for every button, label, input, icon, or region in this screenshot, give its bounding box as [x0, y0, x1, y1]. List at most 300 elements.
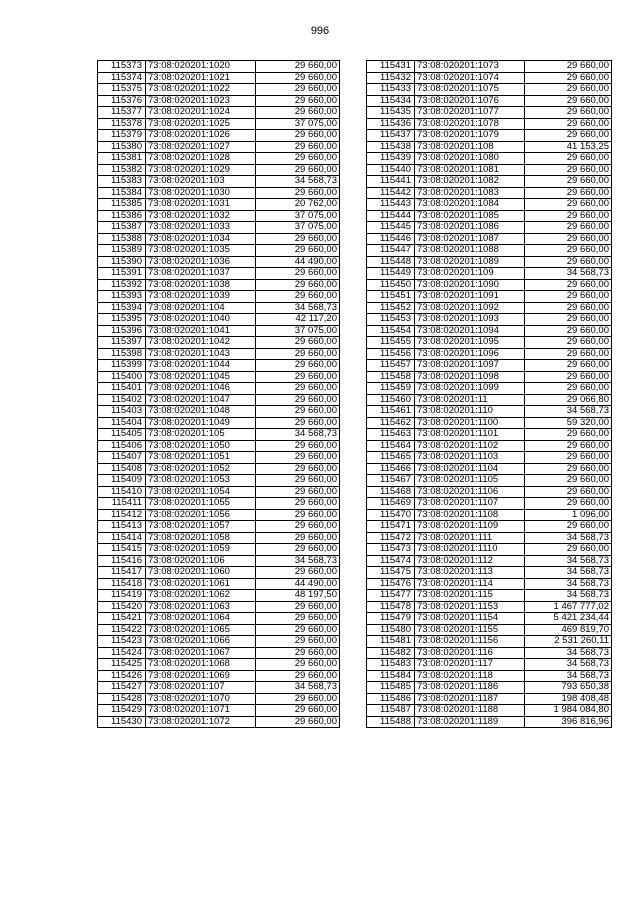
- row-number: 115485: [367, 682, 415, 694]
- cadastral-value: 29 660,00: [256, 613, 340, 625]
- cadastral-value: 34 568,73: [525, 532, 612, 544]
- cadastral-value: 34 568,73: [256, 302, 340, 314]
- cadastral-number: 73:08:020201:1096: [415, 348, 525, 360]
- cadastral-number: 73:08:020201:1101: [415, 429, 525, 441]
- row-number: 115464: [367, 440, 415, 452]
- table-row: [367, 314, 612, 326]
- cadastral-value: 29 660,00: [525, 222, 612, 234]
- cadastral-number: 73:08:020201:1042: [146, 337, 256, 349]
- table-row: [367, 72, 612, 84]
- row-number: 115454: [367, 325, 415, 337]
- table-row: [367, 440, 612, 452]
- cadastral-value: 59 320,00: [525, 417, 612, 429]
- cadastral-number: 73:08:020201:1062: [146, 590, 256, 602]
- cadastral-number: 73:08:020201:1106: [415, 486, 525, 498]
- cadastral-number: 73:08:020201:1188: [415, 705, 525, 717]
- row-number: 115415: [98, 544, 146, 556]
- table-row: [98, 452, 340, 464]
- row-number: 115459: [367, 383, 415, 395]
- cadastral-value: 29 660,00: [525, 498, 612, 510]
- cadastral-value: 29 660,00: [256, 291, 340, 303]
- cadastral-number: 73:08:020201:1049: [146, 417, 256, 429]
- cadastral-value: 34 568,73: [525, 567, 612, 579]
- table-row: [367, 164, 612, 176]
- cadastral-number: 73:08:020201:1040: [146, 314, 256, 326]
- cadastral-number: 73:08:020201:113: [415, 567, 525, 579]
- cadastral-number: 73:08:020201:1046: [146, 383, 256, 395]
- cadastral-value: 29 660,00: [525, 164, 612, 176]
- cadastral-number: 73:08:020201:1021: [146, 72, 256, 84]
- cadastral-number: 73:08:020201:1074: [415, 72, 525, 84]
- row-number: 115488: [367, 716, 415, 728]
- table-row: [367, 463, 612, 475]
- table-row: [367, 624, 612, 636]
- table-row: [98, 107, 340, 119]
- cadastral-number: 73:08:020201:1065: [146, 624, 256, 636]
- cadastral-number: 73:08:020201:1072: [146, 716, 256, 728]
- cadastral-value: 34 568,73: [525, 578, 612, 590]
- cadastral-number: 73:08:020201:1057: [146, 521, 256, 533]
- cadastral-value: 29 660,00: [525, 302, 612, 314]
- row-number: 115446: [367, 233, 415, 245]
- cadastral-value: 29 660,00: [256, 567, 340, 579]
- table-row: [367, 233, 612, 245]
- cadastral-number: 73:08:020201:1078: [415, 118, 525, 130]
- cadastral-value: 29 660,00: [256, 532, 340, 544]
- cadastral-number: 73:08:020201:1066: [146, 636, 256, 648]
- cadastral-value: 29 660,00: [256, 509, 340, 521]
- row-number: 115445: [367, 222, 415, 234]
- cadastral-number: 73:08:020201:1068: [146, 659, 256, 671]
- table-row: [98, 383, 340, 395]
- table-row: [98, 417, 340, 429]
- row-number: 115402: [98, 394, 146, 406]
- cadastral-number: 73:08:020201:1077: [415, 107, 525, 119]
- cadastral-value: 29 660,00: [525, 72, 612, 84]
- row-number: 115471: [367, 521, 415, 533]
- row-number: 115393: [98, 291, 146, 303]
- row-number: 115399: [98, 360, 146, 372]
- row-number: 115458: [367, 371, 415, 383]
- row-number: 115478: [367, 601, 415, 613]
- cadastral-value: 34 568,73: [525, 268, 612, 280]
- table-row: [367, 118, 612, 130]
- row-number: 115468: [367, 486, 415, 498]
- cadastral-number: 73:08:020201:1031: [146, 199, 256, 211]
- cadastral-value: 29 660,00: [525, 118, 612, 130]
- row-number: 115475: [367, 567, 415, 579]
- table-row: [98, 222, 340, 234]
- cadastral-number: 73:08:020201:1089: [415, 256, 525, 268]
- cadastral-value: 29 660,00: [525, 348, 612, 360]
- cadastral-number: 73:08:020201:1063: [146, 601, 256, 613]
- table-row: [98, 544, 340, 556]
- row-number: 115432: [367, 72, 415, 84]
- row-number: 115389: [98, 245, 146, 257]
- table-row: [367, 95, 612, 107]
- cadastral-number: 73:08:020201:1108: [415, 509, 525, 521]
- cadastral-value: 469 819,70: [525, 624, 612, 636]
- table-row: [367, 383, 612, 395]
- row-number: 115426: [98, 670, 146, 682]
- table-row: [367, 417, 612, 429]
- cadastral-number: 73:08:020201:1109: [415, 521, 525, 533]
- row-number: 115420: [98, 601, 146, 613]
- cadastral-value: 29 660,00: [256, 95, 340, 107]
- table-row: [367, 567, 612, 579]
- row-number: 115486: [367, 693, 415, 705]
- table-row: [367, 601, 612, 613]
- row-number: 115465: [367, 452, 415, 464]
- row-number: 115386: [98, 210, 146, 222]
- table-row: [367, 659, 612, 671]
- register-table-left: [97, 60, 340, 728]
- row-number: 115411: [98, 498, 146, 510]
- row-number: 115470: [367, 509, 415, 521]
- table-row: [98, 394, 340, 406]
- cadastral-number: 73:08:020201:1041: [146, 325, 256, 337]
- table-row: [367, 107, 612, 119]
- table-row: [98, 95, 340, 107]
- cadastral-number: 73:08:020201:1032: [146, 210, 256, 222]
- row-number: 115480: [367, 624, 415, 636]
- cadastral-number: 73:08:020201:1025: [146, 118, 256, 130]
- row-number: 115441: [367, 176, 415, 188]
- row-number: 115462: [367, 417, 415, 429]
- table-row: [367, 337, 612, 349]
- cadastral-value: 37 075,00: [256, 118, 340, 130]
- table-row: [98, 245, 340, 257]
- cadastral-value: 29 660,00: [525, 210, 612, 222]
- table-row: [367, 670, 612, 682]
- cadastral-value: 37 075,00: [256, 325, 340, 337]
- row-number: 115476: [367, 578, 415, 590]
- row-number: 115460: [367, 394, 415, 406]
- table-row: [98, 348, 340, 360]
- table-row: [98, 509, 340, 521]
- cadastral-value: 29 660,00: [256, 693, 340, 705]
- row-number: 115479: [367, 613, 415, 625]
- table-row: [98, 705, 340, 717]
- table-row: [367, 176, 612, 188]
- cadastral-number: 73:08:020201:1088: [415, 245, 525, 257]
- cadastral-value: 37 075,00: [256, 210, 340, 222]
- table-row: [98, 199, 340, 211]
- table-row: [367, 61, 612, 73]
- cadastral-number: 73:08:020201:1086: [415, 222, 525, 234]
- table-row: [98, 371, 340, 383]
- cadastral-value: 29 660,00: [525, 544, 612, 556]
- cadastral-value: 41 153,25: [525, 141, 612, 153]
- row-number: 115444: [367, 210, 415, 222]
- cadastral-value: 5 421 234,44: [525, 613, 612, 625]
- cadastral-value: 29 660,00: [525, 245, 612, 257]
- table-row: [367, 693, 612, 705]
- cadastral-number: 73:08:020201:105: [146, 429, 256, 441]
- row-number: 115443: [367, 199, 415, 211]
- table-row: [98, 360, 340, 372]
- cadastral-value: 29 660,00: [525, 337, 612, 349]
- cadastral-value: 29 660,00: [525, 440, 612, 452]
- cadastral-value: 29 660,00: [525, 463, 612, 475]
- table-row: [367, 452, 612, 464]
- cadastral-value: 29 660,00: [256, 268, 340, 280]
- cadastral-number: 73:08:020201:1107: [415, 498, 525, 510]
- cadastral-value: 29 660,00: [525, 360, 612, 372]
- row-number: 115422: [98, 624, 146, 636]
- cadastral-number: 73:08:020201:1071: [146, 705, 256, 717]
- cadastral-number: 73:08:020201:1105: [415, 475, 525, 487]
- row-number: 115449: [367, 268, 415, 280]
- table-row: [367, 475, 612, 487]
- cadastral-value: 34 568,73: [525, 590, 612, 602]
- cadastral-value: 29 660,00: [256, 245, 340, 257]
- row-number: 115442: [367, 187, 415, 199]
- cadastral-value: 34 568,73: [256, 429, 340, 441]
- cadastral-number: 73:08:020201:1091: [415, 291, 525, 303]
- table-row: [98, 521, 340, 533]
- cadastral-value: 44 490,00: [256, 256, 340, 268]
- row-number: 115400: [98, 371, 146, 383]
- row-number: 115463: [367, 429, 415, 441]
- cadastral-value: 29 660,00: [256, 659, 340, 671]
- row-number: 115408: [98, 463, 146, 475]
- cadastral-value: 29 660,00: [525, 233, 612, 245]
- cadastral-value: 29 660,00: [256, 187, 340, 199]
- row-number: 115483: [367, 659, 415, 671]
- cadastral-number: 73:08:020201:1069: [146, 670, 256, 682]
- cadastral-value: 20 762,00: [256, 199, 340, 211]
- cadastral-value: 29 660,00: [256, 84, 340, 96]
- cadastral-number: 73:08:020201:1102: [415, 440, 525, 452]
- table-row: [367, 613, 612, 625]
- table-row: [367, 84, 612, 96]
- row-number: 115377: [98, 107, 146, 119]
- cadastral-value: 29 660,00: [525, 176, 612, 188]
- cadastral-value: 29 660,00: [256, 107, 340, 119]
- cadastral-number: 73:08:020201:111: [415, 532, 525, 544]
- table-row: [98, 72, 340, 84]
- cadastral-number: 73:08:020201:1050: [146, 440, 256, 452]
- cadastral-value: 29 660,00: [256, 233, 340, 245]
- cadastral-value: 793 650,38: [525, 682, 612, 694]
- cadastral-number: 73:08:020201:1035: [146, 245, 256, 257]
- row-number: 115421: [98, 613, 146, 625]
- cadastral-number: 73:08:020201:1026: [146, 130, 256, 142]
- cadastral-value: 29 660,00: [256, 153, 340, 165]
- row-number: 115401: [98, 383, 146, 395]
- cadastral-value: 1 467 777,02: [525, 601, 612, 613]
- cadastral-value: 29 660,00: [256, 647, 340, 659]
- row-number: 115473: [367, 544, 415, 556]
- row-number: 115373: [98, 61, 146, 73]
- row-number: 115452: [367, 302, 415, 314]
- cadastral-number: 73:08:020201:1187: [415, 693, 525, 705]
- cadastral-value: 29 660,00: [256, 348, 340, 360]
- row-number: 115396: [98, 325, 146, 337]
- row-number: 115392: [98, 279, 146, 291]
- row-number: 115388: [98, 233, 146, 245]
- table-row: [367, 245, 612, 257]
- cadastral-value: 29 660,00: [256, 141, 340, 153]
- row-number: 115397: [98, 337, 146, 349]
- row-number: 115457: [367, 360, 415, 372]
- cadastral-number: 73:08:020201:1027: [146, 141, 256, 153]
- cadastral-number: 73:08:020201:1079: [415, 130, 525, 142]
- table-row: [98, 256, 340, 268]
- cadastral-value: 29 660,00: [525, 371, 612, 383]
- cadastral-value: 29 660,00: [525, 95, 612, 107]
- cadastral-value: 34 568,73: [256, 555, 340, 567]
- table-row: [367, 544, 612, 556]
- cadastral-number: 73:08:020201:107: [146, 682, 256, 694]
- table-row: [98, 210, 340, 222]
- page-number: 996: [310, 25, 330, 37]
- row-number: 115451: [367, 291, 415, 303]
- table-row: [367, 486, 612, 498]
- table-row: [98, 176, 340, 188]
- table-row: [98, 291, 340, 303]
- row-number: 115450: [367, 279, 415, 291]
- table-row: [367, 532, 612, 544]
- cadastral-number: 73:08:020201:1054: [146, 486, 256, 498]
- table-row: [98, 406, 340, 418]
- cadastral-number: 73:08:020201:1022: [146, 84, 256, 96]
- row-number: 115382: [98, 164, 146, 176]
- cadastral-value: 29 660,00: [525, 61, 612, 73]
- table-row: [98, 567, 340, 579]
- row-number: 115424: [98, 647, 146, 659]
- table-row: [98, 555, 340, 567]
- table-row: [367, 521, 612, 533]
- table-row: [98, 233, 340, 245]
- cadastral-number: 73:08:020201:1083: [415, 187, 525, 199]
- table-row: [367, 268, 612, 280]
- row-number: 115383: [98, 176, 146, 188]
- cadastral-number: 73:08:020201:112: [415, 555, 525, 567]
- cadastral-number: 73:08:020201:1156: [415, 636, 525, 648]
- row-number: 115391: [98, 268, 146, 280]
- row-number: 115381: [98, 153, 146, 165]
- row-number: 115472: [367, 532, 415, 544]
- cadastral-number: 73:08:020201:1189: [415, 716, 525, 728]
- table-row: [367, 498, 612, 510]
- cadastral-value: 29 660,00: [525, 256, 612, 268]
- cadastral-number: 73:08:020201:1110: [415, 544, 525, 556]
- table-row: [98, 636, 340, 648]
- cadastral-number: 73:08:020201:1090: [415, 279, 525, 291]
- cadastral-number: 73:08:020201:1029: [146, 164, 256, 176]
- cadastral-number: 73:08:020201:1039: [146, 291, 256, 303]
- row-number: 115413: [98, 521, 146, 533]
- table-row: [98, 429, 340, 441]
- cadastral-value: 29 660,00: [256, 624, 340, 636]
- cadastral-number: 73:08:020201:1073: [415, 61, 525, 73]
- cadastral-value: 29 660,00: [256, 406, 340, 418]
- cadastral-value: 29 660,00: [256, 337, 340, 349]
- row-number: 115414: [98, 532, 146, 544]
- cadastral-number: 73:08:020201:1034: [146, 233, 256, 245]
- cadastral-number: 73:08:020201:11: [415, 394, 525, 406]
- cadastral-value: 29 660,00: [256, 601, 340, 613]
- table-row: [98, 659, 340, 671]
- table-row: [98, 647, 340, 659]
- cadastral-value: 198 408,48: [525, 693, 612, 705]
- row-number: 115427: [98, 682, 146, 694]
- register-table-right-body: [367, 61, 612, 728]
- cadastral-value: 29 660,00: [525, 486, 612, 498]
- cadastral-number: 73:08:020201:1082: [415, 176, 525, 188]
- cadastral-number: 73:08:020201:1053: [146, 475, 256, 487]
- cadastral-number: 73:08:020201:1033: [146, 222, 256, 234]
- row-number: 115376: [98, 95, 146, 107]
- cadastral-number: 73:08:020201:1064: [146, 613, 256, 625]
- row-number: 115416: [98, 555, 146, 567]
- cadastral-number: 73:08:020201:108: [415, 141, 525, 153]
- cadastral-number: 73:08:020201:117: [415, 659, 525, 671]
- cadastral-value: 29 660,00: [525, 199, 612, 211]
- cadastral-value: 1 096,00: [525, 509, 612, 521]
- cadastral-value: 29 066,80: [525, 394, 612, 406]
- row-number: 115425: [98, 659, 146, 671]
- cadastral-value: 29 660,00: [525, 429, 612, 441]
- table-row: [367, 291, 612, 303]
- cadastral-value: 34 568,73: [525, 406, 612, 418]
- table-row: [367, 509, 612, 521]
- table-row: [367, 325, 612, 337]
- cadastral-number: 73:08:020201:1154: [415, 613, 525, 625]
- row-number: 115477: [367, 590, 415, 602]
- cadastral-number: 73:08:020201:1092: [415, 302, 525, 314]
- cadastral-value: 29 660,00: [525, 84, 612, 96]
- row-number: 115395: [98, 314, 146, 326]
- row-number: 115407: [98, 452, 146, 464]
- row-number: 115448: [367, 256, 415, 268]
- table-row: [367, 199, 612, 211]
- cadastral-value: 29 660,00: [256, 670, 340, 682]
- table-row: [98, 716, 340, 728]
- table-row: [98, 164, 340, 176]
- cadastral-number: 73:08:020201:1045: [146, 371, 256, 383]
- cadastral-value: 1 984 084,80: [525, 705, 612, 717]
- cadastral-value: 34 568,73: [525, 555, 612, 567]
- table-row: [367, 716, 612, 728]
- cadastral-number: 73:08:020201:1038: [146, 279, 256, 291]
- cadastral-number: 73:08:020201:1051: [146, 452, 256, 464]
- row-number: 115435: [367, 107, 415, 119]
- cadastral-value: 29 660,00: [256, 440, 340, 452]
- table-row: [367, 256, 612, 268]
- cadastral-value: 44 490,00: [256, 578, 340, 590]
- table-row: [367, 705, 612, 717]
- cadastral-number: 73:08:020201:103: [146, 176, 256, 188]
- cadastral-number: 73:08:020201:1085: [415, 210, 525, 222]
- table-row: [367, 406, 612, 418]
- register-table-right: [366, 60, 612, 728]
- cadastral-number: 73:08:020201:106: [146, 555, 256, 567]
- cadastral-number: 73:08:020201:114: [415, 578, 525, 590]
- cadastral-value: 29 660,00: [256, 61, 340, 73]
- table-row: [367, 302, 612, 314]
- row-number: 115434: [367, 95, 415, 107]
- cadastral-value: 29 660,00: [525, 521, 612, 533]
- cadastral-value: 48 197,50: [256, 590, 340, 602]
- cadastral-value: 29 660,00: [256, 130, 340, 142]
- table-row: [98, 279, 340, 291]
- cadastral-number: 73:08:020201:1097: [415, 360, 525, 372]
- cadastral-value: 29 660,00: [525, 325, 612, 337]
- table-row: [98, 463, 340, 475]
